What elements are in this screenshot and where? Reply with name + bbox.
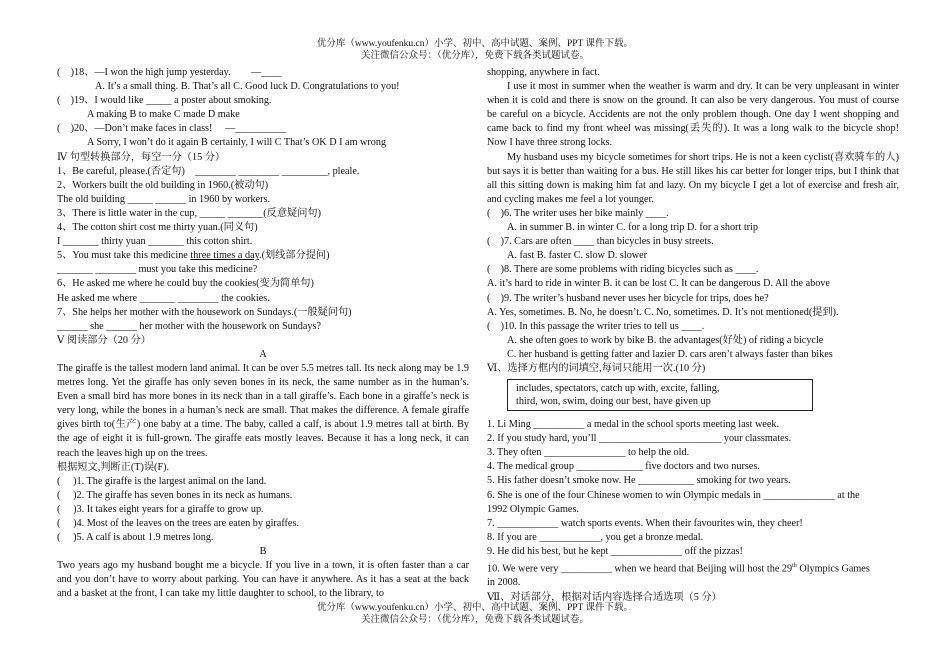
section-5-heading: Ⅴ 阅读部分（20 分） xyxy=(57,334,151,346)
fill-blank-4: 4. The medical group _____________ five doctors and two nurses. xyxy=(487,461,760,473)
word-box-line-1: includes, spectators, catch up with, excite, falling, xyxy=(516,383,720,395)
passage-b-paragraph-3: My husband uses my bicycle sometimes for short trips. He is not a keen cyclist(喜欢骑车的人) but says it is better than waiting for a bus. He still likes his car better for longer trips, but I think that all this sitting down is making him fat and lazy. On my bicycle I get a lot of exercise and fresh air, and cycling makes me feel a lot younger. xyxy=(487,151,899,205)
section-6-heading: Ⅵ、选择方框内的词填空,每词只能用一次.(10 分) xyxy=(487,362,706,374)
fill-blank-3: 3. They often ________________ to help the old. xyxy=(487,447,690,459)
fill-blank-6-continued: 1992 Olympic Games. xyxy=(487,503,579,515)
passage-b-paragraph-2: I use it most in summer when the weather is warm and dry. It can be very unpleasant in winter when it is cold and there is snow on the ground. It can also be very dangerous. You must of course be careful on a bicycle. Accidents are not the only problem though. One day I went shopping and came back to find my front wheel was missing(丢失的). It was a long walk to the bicycle shop! Now I have three strong locks. xyxy=(487,81,899,149)
passage-b-start: Two years ago my husband bought me a bicycle. If you live in a town, it is often faster than a car and you don’t have to worry about parking. You can have it anywhere. As it has a seat at the back and a basket at the front, I can take my little daughter to school, to the library, to xyxy=(57,560,469,600)
question-20-options: A Sorry, I won’t do it again B certainly, I will C That’s OK D I am wrong xyxy=(87,137,387,149)
passage-a: The giraffe is the tallest modern land animal. It can be over 5.5 metres tall. Its neck along may be 1.9 metres long. Yet the giraffe has only seven bones in its neck, the same number as in the human’s. Even a small bird has more bones in its neck than in a tall giraffe’s. Each bone in a giraffe’s neck is very long, while the bones in a human’s neck are small. That makes the difference. A female giraffe gives birth to(生产) one baby at a time. The baby, called a calf, is about 1.9 metres tall at birth. By the age of eight it is full-grown. The giraffe eats mostly leaves. Because it has a long neck, it can reach the leaves high up on the trees. xyxy=(57,362,469,459)
passage-a-title: A xyxy=(259,348,267,360)
passage-b-continued: shopping, anywhere in fact. xyxy=(487,67,600,78)
header-line-2: 关注微信公众号：（优分库），免费下载各类试题试卷。 xyxy=(360,51,589,61)
fill-blank-6: 6. She is one of the four Chinese women to win Olympic medals in ______________ at the xyxy=(487,489,860,501)
word-box-line-2: third, won, swim, doing our best, have given up xyxy=(516,396,711,408)
tf-question-5: ( )5. A calf is about 1.9 metres long. xyxy=(57,532,214,544)
transform-2-answer: The old building _____ ______ in 1960 by workers. xyxy=(57,193,271,205)
tf-question-4: ( )4. Most of the leaves on the trees are eaten by giraffes. xyxy=(57,518,299,529)
reading-question-6: ( )6. The writer uses her bike mainly ____. xyxy=(487,207,669,219)
page-footer xyxy=(0,602,950,626)
word-box xyxy=(507,379,813,411)
transform-5-answer: _______ ________ must you take this medicine? xyxy=(57,264,258,276)
header-line-1: 优分库（www.youfenku.cn）小学、初中、高中试题、案例、PPT 课件下载。 xyxy=(316,39,634,49)
fill-blank-5: 5. His father doesn’t smoke now. He ___________ smoking for two years. xyxy=(487,475,791,487)
fill-blank-10-text: 10. We were very __________ when we heard that Beijing will host the 29 xyxy=(487,563,793,575)
question-19: ( )19、I would like _____ a poster about smoking. xyxy=(57,95,272,107)
fill-blank-10-superscript: th xyxy=(792,563,797,569)
reading-question-9: ( )9. The writer’s husband never uses her bicycle for trips, does he? xyxy=(487,292,769,304)
fill-blank-7: 7. ____________ watch sports events. When their favourites win, they cheer! xyxy=(487,517,803,529)
section-4-heading: Ⅳ 句型转换部分，每空一分（15 分） xyxy=(57,151,226,163)
true-false-instruction: 根据短文,判断正(T)误(F). xyxy=(57,461,170,473)
fill-blank-2: 2. If you study hard, you’ll ________________________ your classmates. xyxy=(487,433,792,445)
page-header xyxy=(0,38,950,62)
reading-question-7-options: A. fast B. faster C. slow D. slower xyxy=(507,250,648,262)
passage-b-title: B xyxy=(259,546,267,558)
reading-question-6-options: A. in summer B. in winter C. for a long trip D. for a short trip xyxy=(507,222,758,234)
left-column xyxy=(57,66,469,602)
transform-4-answer: I _______ thirty yuan _______ this cotton shirt. xyxy=(57,236,253,248)
transform-4: 4、The cotton shirt cost me thirty yuan.(同义句) xyxy=(57,222,258,234)
transform-6: 6、He asked me where he could buy the cookies(变为简单句) xyxy=(57,278,314,290)
right-column xyxy=(487,66,899,605)
transform-3: 3、There is little water in the cup, _____ _______(反意疑问句) xyxy=(57,207,321,219)
question-20: ( )20、—Don’t make faces in class! —__________ xyxy=(57,123,287,135)
section-7-heading: Ⅶ、对话部分，根据对话内容选择合适选项（5 分） xyxy=(487,591,722,603)
transform-7: 7、She helps her mother with the housework on Sundays.(一般疑问句) xyxy=(57,306,352,318)
fill-blank-10 xyxy=(487,559,899,576)
fill-blank-9: 9. He did his best, but he kept ______________ off the pizzas! xyxy=(487,545,743,557)
question-18-options: A. It’s a small thing. B. That’s all C. Good luck D. Congratulations to you! xyxy=(95,81,400,93)
fill-blank-10-continued: in 2008. xyxy=(487,577,521,589)
fill-blank-8: 8. If you are ____________, you get a bronze medal. xyxy=(487,531,704,543)
fill-blank-10-tail: Olympics Games xyxy=(796,563,870,575)
transform-2: 2、Workers built the old building in 1960.(被动句) xyxy=(57,179,269,191)
transform-5-text: 5、You must take this medicine xyxy=(57,250,191,262)
transform-5 xyxy=(57,249,469,263)
tf-question-2: ( )2. The giraffe has seven bones in its neck as humans. xyxy=(57,489,293,501)
tf-question-3: ( )3. It takes eight years for a giraffe to grow up. xyxy=(57,503,264,515)
transform-7-answer: ______ she ______ her mother with the housework on Sundays? xyxy=(57,320,321,332)
transform-6-answer: He asked me where _______ ________ the cookies. xyxy=(57,292,270,304)
reading-question-10-options-1: A. she often goes to work by bike B. the advantages(好处) of riding a bicycle xyxy=(507,334,824,346)
footer-line-2: 关注微信公众号：（优分库），免费下载各类试题试卷。 xyxy=(360,615,589,625)
reading-question-7: ( )7. Cars are often ____ than bicycles in busy streets. xyxy=(487,236,714,248)
reading-question-9-options: A. Yes, sometimes. B. No, he doesn’t. C. No, sometimes. D. It’s not mentioned(提到). xyxy=(487,306,839,318)
reading-question-8: ( )8. There are some problems with riding bicycles such as ____. xyxy=(487,264,759,276)
reading-question-10-options-2: C. her husband is getting fatter and lazier D. cars aren’t always faster than bikes xyxy=(507,348,833,360)
fill-blank-1: 1. Li Ming __________ a medal in the school sports meeting last week. xyxy=(487,419,779,431)
question-18: ( )18、—I won the high jump yesterday. —____ xyxy=(57,67,282,78)
tf-question-1: ( )1. The giraffe is the largest animal on the land. xyxy=(57,475,267,487)
question-19-options: A making B to make C made D make xyxy=(87,109,240,121)
reading-question-10: ( )10. In this passage the writer tries to tell us ____. xyxy=(487,320,705,332)
reading-question-8-options: A. it’s hard to ride in winter B. it can be lost C. It can be dangerous D. All the above xyxy=(487,278,830,290)
transform-1: 1、Be careful, please.(否定句) ________ ________ _________, pleale. xyxy=(57,165,360,177)
transform-5-underlined: three times a day xyxy=(190,250,260,262)
transform-5-hint: .(划线部分提问) xyxy=(259,250,330,262)
footer-line-1: 优分库（www.youfenku.cn）小学、初中、高中试题、案例、PPT 课件下载。 xyxy=(316,603,634,613)
